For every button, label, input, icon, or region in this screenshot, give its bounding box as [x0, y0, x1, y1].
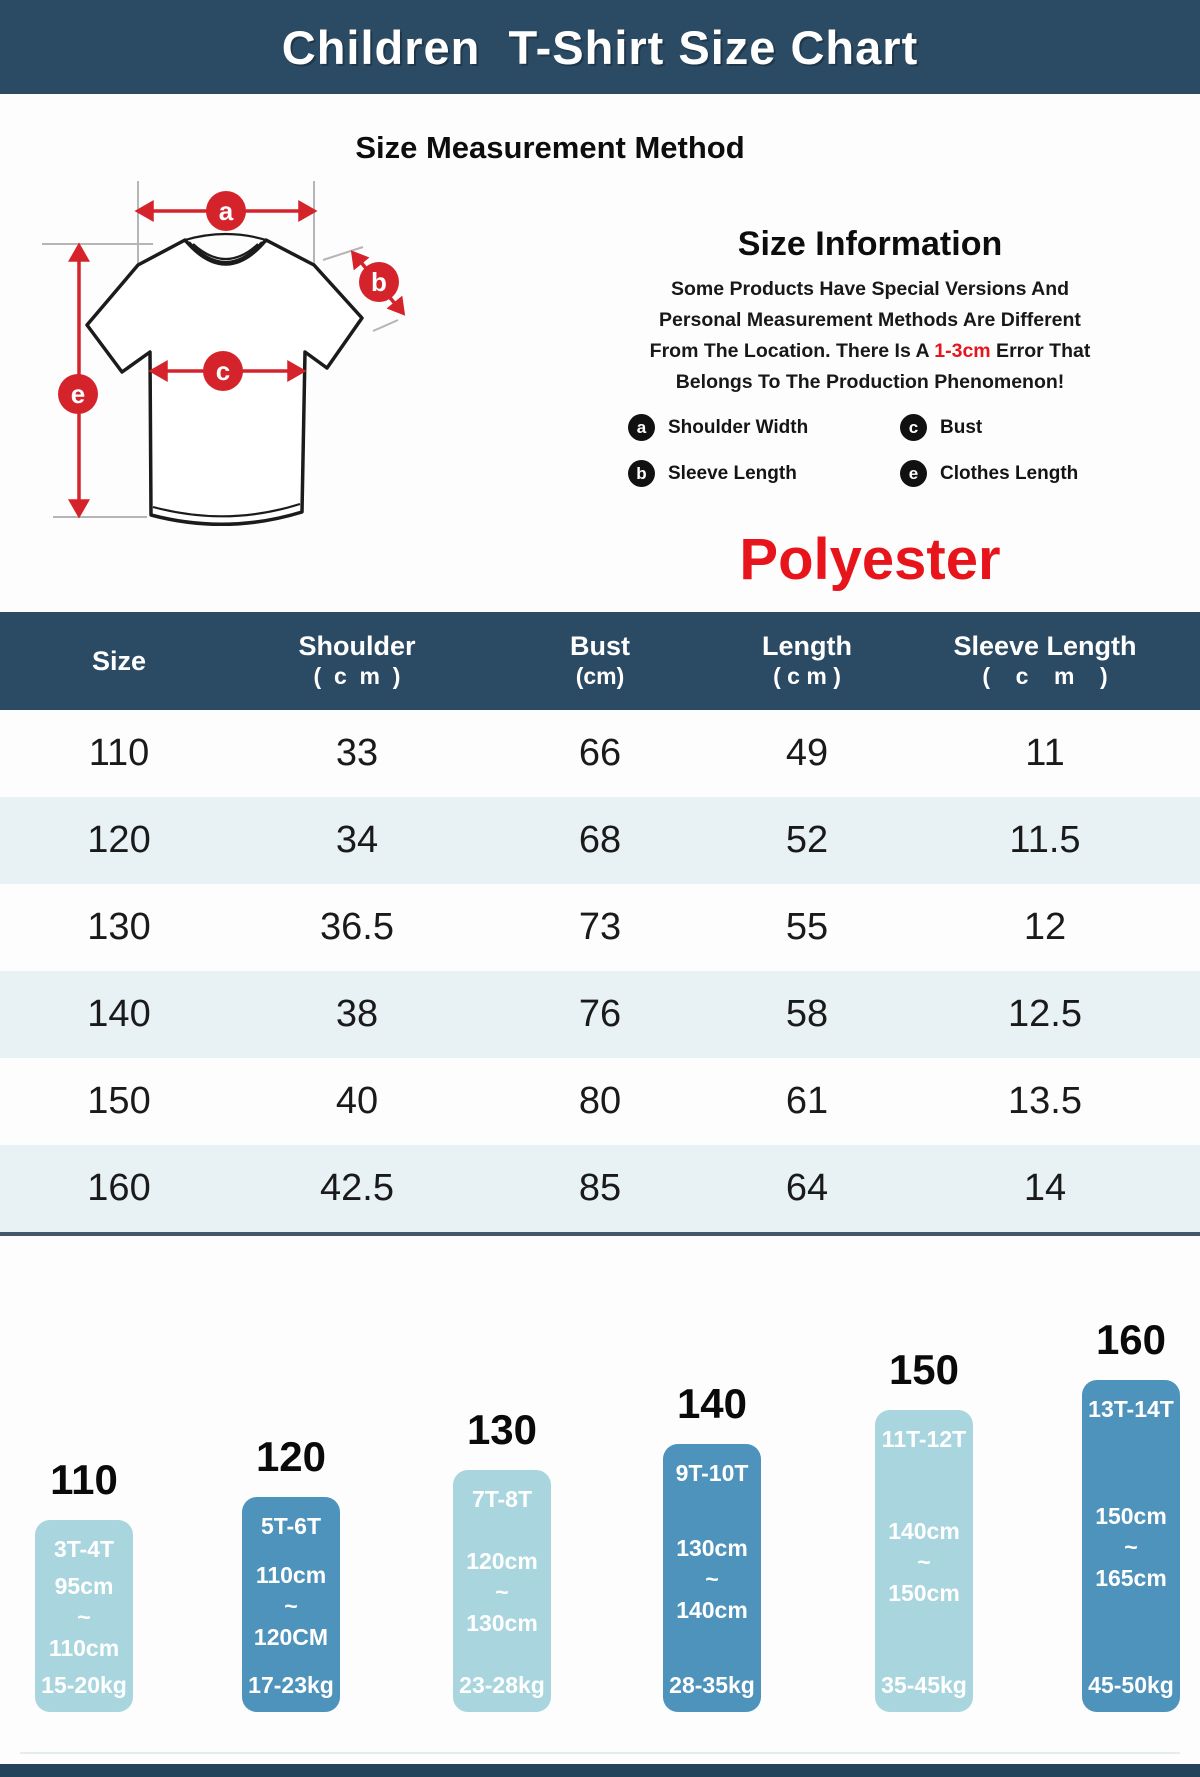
- cell-size: 110: [88, 732, 150, 774]
- bar-size-label: 140: [676, 1380, 748, 1427]
- header-title: Shoulder: [298, 630, 416, 661]
- bar-age-range: 13T-14T: [1088, 1396, 1174, 1422]
- table-row-160: [0, 1145, 1200, 1232]
- measurement-legend: [620, 414, 1120, 487]
- cell-length: 49: [785, 732, 829, 774]
- header-title: Length: [762, 630, 852, 661]
- cell-sleeve: 13.5: [1008, 1080, 1082, 1122]
- cell-size: 120: [87, 819, 151, 861]
- size-bar-group-120: [242, 1433, 340, 1712]
- cell-size: 160: [87, 1167, 151, 1209]
- cell-bust: 80: [578, 1080, 622, 1122]
- cell-shoulder: 40: [335, 1080, 379, 1122]
- cell-size: 150: [87, 1080, 151, 1122]
- legend-item-bust: [900, 414, 1120, 441]
- bar-weight-range: 23-28kg: [459, 1672, 545, 1698]
- cell-shoulder: 38: [335, 993, 379, 1035]
- info-line-3-post: Error That: [990, 340, 1091, 362]
- bar-size-label: 130: [466, 1406, 538, 1453]
- info-line-4: Belongs To The Production Phenomenon!: [675, 371, 1065, 393]
- footer-strip: [0, 1764, 1200, 1777]
- point-c-marker: c: [215, 356, 231, 386]
- cell-shoulder: 36.5: [320, 906, 394, 948]
- tilde: ~: [917, 1549, 931, 1575]
- table-row-110: [0, 710, 1200, 797]
- info-line-2: Personal Measurement Methods Are Different: [659, 309, 1081, 331]
- tolerance-value: 1-3cm: [934, 340, 991, 362]
- height-from: 130cm: [676, 1535, 748, 1561]
- height-to: 165cm: [1095, 1565, 1167, 1591]
- bar-size-label: 160: [1095, 1316, 1167, 1363]
- height-to: 130cm: [466, 1610, 538, 1636]
- column-header-bust: [476, 612, 724, 710]
- divider: [20, 1752, 1180, 1754]
- bar-weight-range: 15-20kg: [41, 1672, 127, 1698]
- cell-length: 64: [785, 1167, 829, 1209]
- cell-shoulder: 42.5: [320, 1167, 394, 1209]
- info-line-3-pre: From The Location. There Is A: [649, 340, 935, 362]
- bar-age-range: 3T-4T: [53, 1536, 115, 1562]
- bar-weight-range: 17-23kg: [248, 1672, 334, 1698]
- size-bar-160: [1082, 1380, 1180, 1712]
- cell-shoulder: 34: [335, 819, 379, 861]
- column-header-size: [0, 612, 238, 710]
- size-table-body: [0, 710, 1200, 1236]
- legend-item-clothes-length: [900, 460, 1120, 487]
- height-from: 150cm: [1095, 1503, 1167, 1529]
- info-line-1: Some Products Have Special Versions And: [670, 278, 1070, 300]
- header-title: Sleeve Length: [953, 630, 1137, 661]
- cell-bust: 68: [578, 819, 622, 861]
- page-title: Children T-Shirt Size Chart: [281, 20, 919, 74]
- info-line-3: [620, 336, 1120, 367]
- header-title: Bust: [570, 630, 630, 661]
- tilde: ~: [77, 1604, 91, 1630]
- height-from: 110cm: [255, 1561, 327, 1588]
- table-row-150: [0, 1058, 1200, 1145]
- bar-height-range: [466, 1546, 538, 1639]
- bar-height-range: [254, 1560, 328, 1653]
- table-row-130: [0, 884, 1200, 971]
- bar-weight-range: 28-35kg: [669, 1672, 755, 1698]
- bar-height-range: [1095, 1501, 1167, 1594]
- tilde: ~: [705, 1566, 719, 1592]
- height-from: 95cm: [54, 1573, 114, 1599]
- cell-size: 130: [87, 906, 151, 948]
- cell-bust: 73: [578, 906, 622, 948]
- point-a-marker: a: [218, 196, 234, 226]
- height-to: 120CM: [253, 1623, 329, 1650]
- cell-length: 61: [785, 1080, 829, 1122]
- cell-bust: 85: [578, 1167, 622, 1209]
- letter-e-icon: e: [900, 460, 927, 487]
- legend-label: Clothes Length: [940, 462, 1079, 484]
- cell-sleeve: 11.5: [1009, 819, 1081, 861]
- table-row-140: [0, 971, 1200, 1058]
- bar-size-label: 150: [888, 1346, 960, 1393]
- bar-age-range: 11T-12T: [881, 1426, 967, 1452]
- legend-item-shoulder-width: [628, 414, 900, 441]
- height-from: 120cm: [466, 1548, 538, 1574]
- header-unit: ( c m ): [773, 663, 841, 690]
- cell-sleeve: 11: [1025, 732, 1065, 774]
- size-information-heading: Size Information: [737, 225, 1003, 263]
- header-title: Size: [91, 645, 147, 676]
- bar-height-range: [888, 1516, 960, 1609]
- height-to: 150cm: [888, 1580, 960, 1606]
- size-bar-group-150: [875, 1346, 973, 1712]
- height-to: 110cm: [48, 1635, 120, 1661]
- letter-c-icon: c: [900, 414, 927, 441]
- header-unit: ( c m ): [982, 663, 1108, 690]
- cell-sleeve: 14: [1023, 1167, 1067, 1209]
- point-e-marker: e: [70, 379, 86, 409]
- header-unit: (cm): [575, 663, 625, 690]
- bar-weight-range: 35-45kg: [881, 1672, 967, 1698]
- bar-age-range: 5T-6T: [260, 1513, 322, 1539]
- tilde: ~: [284, 1592, 298, 1619]
- letter-a-icon: a: [628, 414, 655, 441]
- cell-size: 140: [87, 993, 151, 1035]
- size-bar-group-110: [35, 1456, 133, 1712]
- header-unit: ( c m ): [313, 663, 401, 690]
- table-row-120: [0, 797, 1200, 884]
- cell-sleeve: 12.5: [1008, 993, 1082, 1035]
- bar-height-range: [676, 1533, 748, 1626]
- cell-shoulder: 33: [335, 732, 379, 774]
- size-table: [0, 612, 1200, 1236]
- letter-b-icon: b: [628, 460, 655, 487]
- size-table-header: [0, 612, 1200, 710]
- legend-label: Sleeve Length: [668, 462, 797, 484]
- size-information-section: [620, 225, 1120, 487]
- bar-size-label: 120: [255, 1433, 327, 1480]
- tshirt-diagram-svg: [30, 170, 425, 540]
- size-bar-120: [242, 1497, 340, 1712]
- cell-sleeve: 12: [1023, 906, 1067, 948]
- legend-label: Bust: [940, 416, 983, 438]
- tshirt-measurement-diagram: [30, 170, 425, 540]
- tilde: ~: [1124, 1534, 1138, 1560]
- bar-height-range: [49, 1571, 119, 1664]
- height-to: 140cm: [676, 1597, 748, 1623]
- bar-size-label: 110: [50, 1456, 118, 1503]
- column-header-shoulder: [238, 612, 476, 710]
- title-banner: [0, 0, 1200, 94]
- bar-age-range: 7T-8T: [471, 1486, 533, 1512]
- size-bar-group-140: [663, 1380, 761, 1712]
- cell-bust: 66: [578, 732, 622, 774]
- size-bar-110: [35, 1520, 133, 1712]
- measurement-method-heading: Size Measurement Method: [355, 130, 745, 165]
- size-bar-130: [453, 1470, 551, 1712]
- size-bar-group-130: [453, 1406, 551, 1712]
- bar-weight-range: 45-50kg: [1088, 1672, 1174, 1698]
- column-header-sleeve-length: [890, 612, 1200, 710]
- column-header-length: [724, 612, 890, 710]
- size-bar-140: [663, 1444, 761, 1712]
- cell-length: 52: [785, 819, 829, 861]
- height-from: 140cm: [888, 1518, 960, 1544]
- cell-length: 55: [785, 906, 829, 948]
- cell-length: 58: [785, 993, 829, 1035]
- legend-label: Shoulder Width: [668, 416, 809, 438]
- material-label: Polyester: [739, 527, 1001, 592]
- cell-bust: 76: [578, 993, 622, 1035]
- legend-item-sleeve-length: [628, 460, 900, 487]
- bar-age-range: 9T-10T: [675, 1460, 749, 1486]
- size-bar-150: [875, 1410, 973, 1712]
- point-b-marker: b: [371, 267, 387, 297]
- tilde: ~: [495, 1579, 509, 1605]
- size-bar-group-160: [1082, 1316, 1180, 1712]
